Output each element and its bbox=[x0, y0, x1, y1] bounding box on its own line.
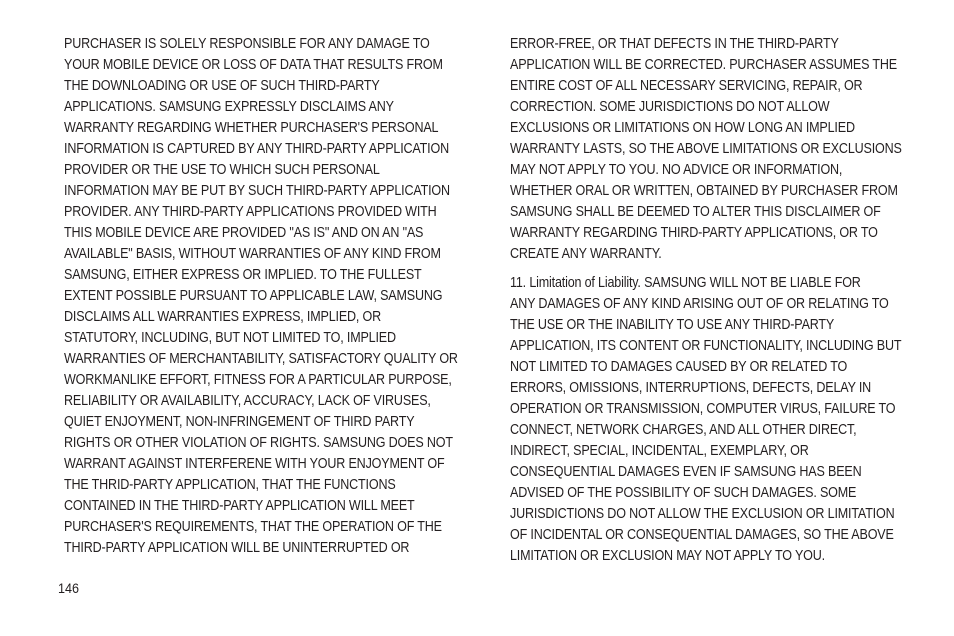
left-column bbox=[64, 34, 461, 559]
warranty-disclaimer-continued-paragraph: ERROR-FREE, OR THAT DEFECTS IN THE THIRD-PARTY APPLICATION WILL BE CORRECTED. PURCHASER ASSUMES THE ENTIRE COST OF ALL NECESSARY SERVICING, REPAIR, OR CORRECTION. SOME JURISDICTIONS DO NOT ALLOW EXCLUSIONS OR LIMITATIONS ON HOW LONG AN IMPLIED WARRANTY LASTS, SO THE ABOVE LIMITATIONS OR EXCLUSIONS MAY NOT APPLY TO YOU. NO ADVICE OR INFORMATION, WHETHER ORAL OR WRITTEN, OBTAINED BY PURCHASER FROM SAMSUNG SHALL BE DEEMED TO ALTER THIS DISCLAIMER OF WARRANTY REGARDING THIRD-PARTY APPLICATIONS, OR TO CREATE ANY WARRANTY. bbox=[510, 36, 902, 262]
page-number: 146 bbox=[58, 580, 80, 596]
right-column bbox=[510, 34, 907, 567]
warranty-disclaimer-paragraph: PURCHASER IS SOLELY RESPONSIBLE FOR ANY DAMAGE TO YOUR MOBILE DEVICE OR LOSS OF DATA THAT RESULTS FROM THE DOWNLOADING OR USE OF SUCH THIRD-PARTY APPLICATIONS. SAMSUNG EXPRESSLY DISCLAIMS ANY WARRANTY REGARDING WHETHER PURCHASER'S PERSONAL INFORMATION IS CAPTURED BY ANY THIRD-PARTY APPLICATION PROVIDER OR THE USE TO WHICH SUCH PERSONAL INFORMATION MAY BE PUT BY SUCH THIRD-PARTY APPLICATION PROVIDER. ANY THIRD-PARTY APPLICATIONS PROVIDED WITH THIS MOBILE DEVICE ARE PROVIDED "AS IS" AND ON AN "AS AVAILABLE" BASIS, WITHOUT WARRANTIES OF ANY KIND FROM SAMSUNG, EITHER EXPRESS OR IMPLIED. TO THE FULLEST EXTENT POSSIBLE PURSUANT TO APPLICABLE LAW, SAMSUNG DISCLAIMS ALL WARRANTIES EXPRESS, IMPLIED, OR STATUTORY, INCLUDING, BUT NOT LIMITED TO, IMPLIED WARRANTIES OF MERCHANTABILITY, SATISFACTORY QUALITY OR WORKMANLIKE EFFORT, FITNESS FOR A PARTICULAR PURPOSE, RELIABILITY OR AVAILABILITY, ACCURACY, LACK OF VIRUSES, QUIET ENJOYMENT, NON-INFRINGEMENT OF THIRD PARTY RIGHTS OR OTHER VIOLATION OF RIGHTS. SAMSUNG DOES NOT WARRANT AGAINST INTERFERENE WITH YOUR ENJOYMENT OF THE THRID-PARTY APPLICATION, THAT THE FUNCTIONS CONTAINED IN THE THIRD-PARTY APPLICATION WILL MEET PURCHASER'S REQUIREMENTS, THAT THE OPERATION OF THE THIRD-PARTY APPLICATION WILL BE UNINTERRUPTED OR bbox=[64, 36, 458, 556]
limitation-of-liability-paragraph: 11. Limitation of Liability. SAMSUNG WILL NOT BE LIABLE FOR ANY DAMAGES OF ANY KIND ARISING OUT OF OR RELATING TO THE USE OR THE INABILITY TO USE ANY THIRD-PARTY APPLICATION, ITS CONTENT OR FUNCTIONALITY, INCLUDING BUT NOT LIMITED TO DAMAGES CAUSED BY OR RELATED TO ERRORS, OMISSIONS, INTERRUPTIONS, DEFECTS, DELAY IN OPERATION OR TRANSMISSION, COMPUTER VIRUS, FAILURE TO CONNECT, NETWORK CHARGES, AND ALL OTHER DIRECT, INDIRECT, SPECIAL, INCIDENTAL, EXEMPLARY, OR CONSEQUENTIAL DAMAGES EVEN IF SAMSUNG HAS BEEN ADVISED OF THE POSSIBILITY OF SUCH DAMAGES. SOME JURISDICTIONS DO NOT ALLOW THE EXCLUSION OR LIMITATION OF INCIDENTAL OR CONSEQUENTIAL DAMAGES, SO THE ABOVE LIMITATION OR EXCLUSION MAY NOT APPLY TO YOU. bbox=[510, 275, 902, 564]
